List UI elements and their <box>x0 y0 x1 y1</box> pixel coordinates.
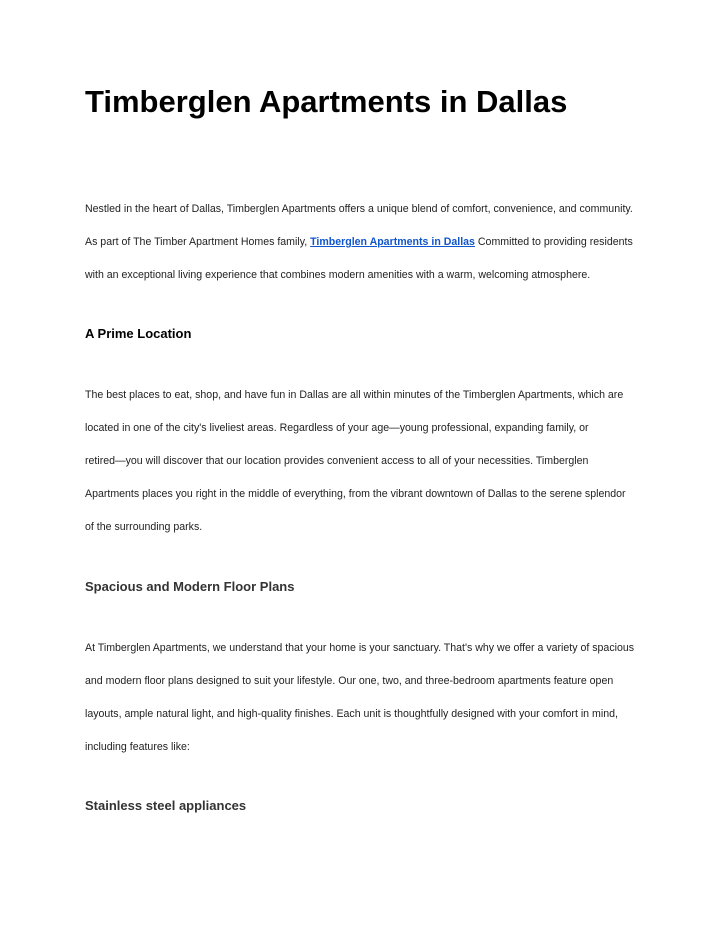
location-line-1: The best places to eat, shop, and have fun in Dallas are all within minutes of the Timberglen Apartments, which are <box>85 389 624 401</box>
page-title: Timberglen Apartments in Dallas <box>85 84 568 119</box>
intro-paragraph <box>85 202 633 282</box>
location-line-4: Apartments places you right in the middle of everything, from the vibrant downtown of Dallas to the serene splendor <box>85 488 626 500</box>
floorplans-paragraph <box>85 641 634 754</box>
intro-line-1: Nestled in the heart of Dallas, Timberglen Apartments offers a unique blend of comfort, convenience, and community. <box>85 203 633 215</box>
location-line-5: of the surrounding parks. <box>85 521 203 533</box>
section-heading-appliances: Stainless steel appliances <box>85 798 247 813</box>
floorplans-line-4: including features like: <box>85 741 190 753</box>
timberglen-link[interactable]: Timberglen Apartments in Dallas <box>310 236 475 248</box>
location-paragraph <box>85 388 626 534</box>
location-line-3: retired—you will discover that our location provides convenient access to all of your necessities. Timberglen <box>85 455 589 467</box>
location-line-2: located in one of the city's liveliest areas. Regardless of your age—young professional, expanding family, or <box>85 422 589 434</box>
floorplans-line-3: layouts, ample natural light, and high-quality finishes. Each unit is thoughtfully designed with your comfort in mind, <box>85 708 618 720</box>
floorplans-line-2: and modern floor plans designed to suit your lifestyle. Our one, two, and three-bedroom apartments feature open <box>85 675 614 687</box>
intro-line-2-after: Committed to providing residents <box>474 236 633 248</box>
intro-line-2 <box>85 235 633 268</box>
section-heading-location: A Prime Location <box>85 326 192 341</box>
section-heading-floorplans: Spacious and Modern Floor Plans <box>85 579 295 594</box>
intro-line-2-before: As part of The Timber Apartment Homes family, <box>85 236 311 248</box>
floorplans-line-1: At Timberglen Apartments, we understand that your home is your sanctuary. That's why we offer a variety of spacious <box>85 642 635 654</box>
intro-line-3: with an exceptional living experience that combines modern amenities with a warm, welcoming atmosphere. <box>85 269 591 281</box>
